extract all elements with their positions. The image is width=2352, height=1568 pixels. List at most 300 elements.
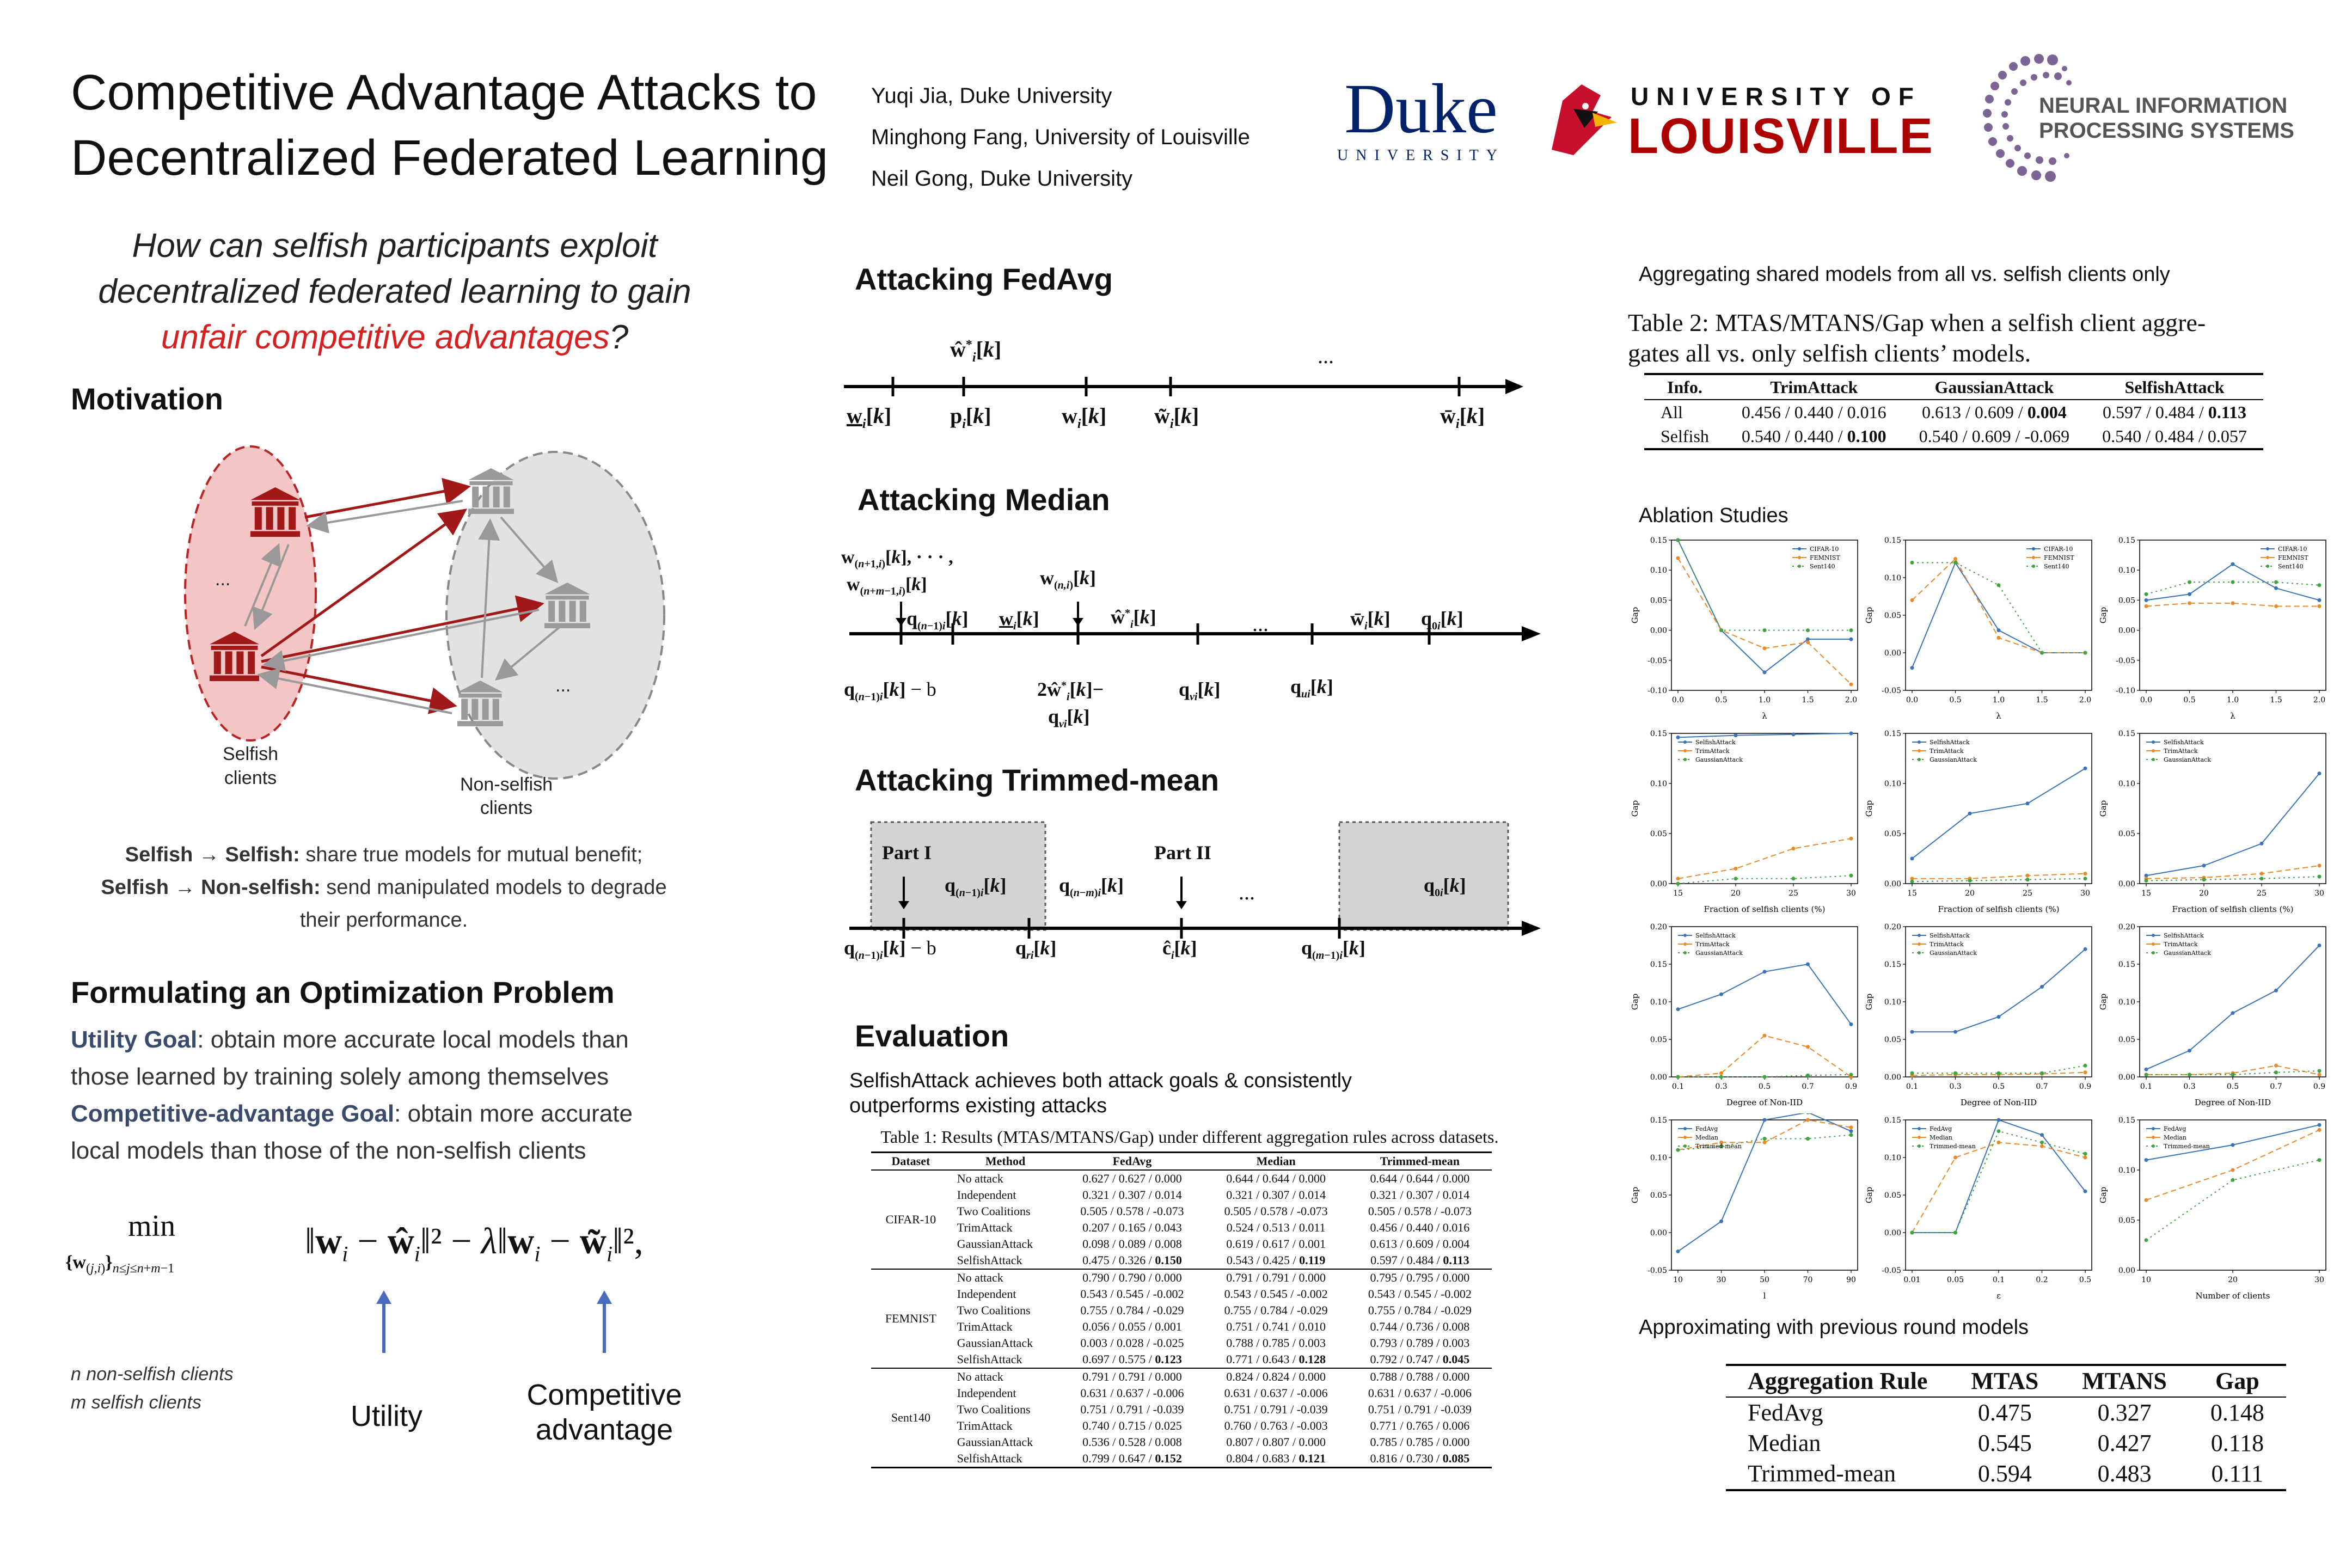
series-line-1 bbox=[1912, 949, 2085, 1032]
x-tick-label: 0.5 bbox=[1992, 1082, 2005, 1091]
gap-value: 0.128 bbox=[1298, 1352, 1326, 1366]
legend-marker bbox=[1683, 749, 1687, 752]
duke-wordmark: Duke bbox=[1344, 70, 1498, 148]
t2-h-gauss: GaussianAttack bbox=[1903, 374, 2086, 400]
data-point bbox=[2274, 1070, 2278, 1074]
t1-h-method: Method bbox=[951, 1153, 1061, 1171]
legend-label: Median bbox=[1695, 1134, 1718, 1141]
data-point bbox=[1676, 538, 1680, 542]
data-point bbox=[1953, 557, 1957, 561]
data-point bbox=[2318, 944, 2322, 947]
legend-label: TrimAttack bbox=[2164, 748, 2198, 755]
part-1-label: Part I bbox=[882, 842, 932, 863]
series-line-3 bbox=[2146, 877, 2319, 880]
x-tick-label: 0.9 bbox=[1845, 1082, 1858, 1091]
gap-value: 0.100 bbox=[1847, 426, 1886, 446]
legend-marker bbox=[1918, 1144, 1921, 1148]
gap-value: 0.152 bbox=[1155, 1451, 1182, 1465]
x-tick-label: 0.05 bbox=[1946, 1276, 1964, 1284]
data-point bbox=[1968, 812, 1972, 816]
ablation-plot-6 bbox=[2096, 727, 2336, 917]
motivation-caption bbox=[71, 838, 697, 936]
gap-value: 0.004 bbox=[2027, 402, 2067, 422]
data-point bbox=[2084, 1190, 2087, 1193]
y-axis-label: Gap bbox=[2098, 800, 2108, 817]
legend-label: SelfishAttack bbox=[1695, 739, 1736, 746]
result-value bbox=[1211, 1252, 1342, 1269]
legend-label: CIFAR-10 bbox=[2278, 546, 2307, 553]
series-line-1 bbox=[2146, 946, 2319, 1070]
data-point bbox=[1953, 561, 1957, 565]
data-point bbox=[1676, 736, 1680, 739]
legend-label: SelfishAttack bbox=[2164, 932, 2204, 939]
data-point bbox=[1849, 638, 1853, 641]
data-point bbox=[1953, 1030, 1957, 1034]
y-tick-label: 0.05 bbox=[1884, 830, 1901, 838]
utility-goal-line: Utility Goal: obtain more accurate local models than bbox=[71, 1026, 629, 1053]
y-tick-label: 0.20 bbox=[1650, 923, 1667, 932]
legend-label: FedAvg bbox=[1930, 1125, 1952, 1132]
y-tick-label: 0.05 bbox=[1650, 1036, 1667, 1044]
legend-marker bbox=[1918, 740, 1921, 744]
metric-value: 0.483 bbox=[2097, 1460, 2152, 1487]
y-tick-label: 0.05 bbox=[1650, 830, 1667, 838]
x-tick-label: 15 bbox=[1907, 889, 1917, 898]
legend-marker bbox=[2032, 565, 2035, 568]
x-tick-label: 90 bbox=[1846, 1276, 1856, 1284]
dataset-cell: FEMNIST bbox=[885, 1312, 936, 1325]
method-name: SelfishAttack bbox=[957, 1352, 1022, 1366]
data-point bbox=[2084, 947, 2087, 951]
table-row bbox=[1726, 1397, 2286, 1428]
data-point bbox=[1676, 882, 1680, 886]
data-point bbox=[2084, 872, 2087, 875]
utility-arrow bbox=[373, 1290, 395, 1356]
data-point bbox=[1968, 879, 1972, 883]
x-tick-label: 20 bbox=[2228, 1276, 2238, 1284]
result-value: 0.793 / 0.789 / 0.003 bbox=[1370, 1336, 1470, 1350]
data-point bbox=[2231, 1011, 2235, 1015]
y-tick-label: 0.10 bbox=[1650, 1154, 1667, 1162]
metric-value: 0.427 bbox=[2097, 1430, 2152, 1456]
data-point bbox=[1806, 628, 1810, 632]
value-prefix: 0.771 / 0.643 / bbox=[1226, 1352, 1299, 1366]
x-tick-label: 0.7 bbox=[2270, 1082, 2282, 1091]
legend-marker bbox=[1918, 934, 1921, 937]
data-point bbox=[2145, 1068, 2148, 1071]
y-tick-label: 0.20 bbox=[2118, 923, 2135, 932]
comp-goal-line-2: local models than those of the non-selfish clients bbox=[71, 1137, 586, 1164]
table-row bbox=[1644, 400, 2263, 424]
result-value bbox=[1725, 424, 1903, 449]
data-point bbox=[1849, 837, 1853, 841]
t2-h-trim: TrimAttack bbox=[1725, 374, 1903, 400]
y-tick-label: 0.00 bbox=[1884, 880, 1901, 889]
data-point bbox=[2145, 1238, 2148, 1242]
table3 bbox=[1726, 1364, 2286, 1491]
data-point bbox=[2040, 1071, 2044, 1075]
data-point bbox=[1849, 682, 1853, 686]
x-tick-label: 0.3 bbox=[2183, 1082, 2196, 1091]
col-trimmed bbox=[1348, 1170, 1492, 1269]
series-line-1 bbox=[2146, 774, 2319, 876]
data-point bbox=[1997, 636, 2001, 640]
result-value bbox=[1355, 1450, 1485, 1467]
result-value: 0.505 / 0.578 / -0.073 bbox=[1368, 1204, 1472, 1218]
y-axis-label: Gap bbox=[1630, 800, 1640, 817]
col-median bbox=[1204, 1170, 1348, 1269]
fedavg-timeline bbox=[844, 370, 1524, 403]
data-point bbox=[1849, 1133, 1853, 1137]
data-point bbox=[2231, 1073, 2235, 1076]
result-value: 0.321 / 0.307 / 0.014 bbox=[1226, 1188, 1326, 1202]
method-name: No attack bbox=[957, 1271, 1003, 1284]
variable-notes bbox=[71, 1360, 234, 1417]
x-tick-label: 0.5 bbox=[1949, 696, 1962, 705]
rule-name: Trimmed-mean bbox=[1748, 1460, 1896, 1487]
data-point bbox=[1763, 1034, 1767, 1038]
data-point bbox=[1763, 1118, 1767, 1122]
y-tick-label: 0.15 bbox=[1650, 1116, 1667, 1125]
n-note: n non-selfish clients bbox=[71, 1364, 234, 1385]
x-tick-label: 0.1 bbox=[1671, 1082, 1685, 1091]
t1-h-dataset: Dataset bbox=[871, 1153, 951, 1171]
data-point bbox=[1806, 640, 1810, 644]
data-point bbox=[1997, 1071, 2001, 1075]
competitive-arrow bbox=[593, 1290, 615, 1356]
data-point bbox=[2040, 985, 2044, 989]
t1-h-fedavg: FedAvg bbox=[1060, 1153, 1204, 1171]
legend-label: GaussianAttack bbox=[1930, 950, 1977, 957]
row-label: All bbox=[1661, 402, 1683, 422]
x-tick-label: 25 bbox=[2023, 889, 2032, 898]
data-point bbox=[1910, 880, 1914, 884]
x-tick-label: 0.3 bbox=[1949, 1082, 1962, 1091]
gap-value: 0.119 bbox=[1299, 1253, 1326, 1267]
ablation-plot-7 bbox=[1628, 920, 1867, 1111]
y-axis-label: Gap bbox=[2098, 607, 2108, 624]
data-point bbox=[1953, 1231, 1957, 1235]
metric-value: 0.111 bbox=[2211, 1460, 2264, 1487]
data-point bbox=[1676, 556, 1680, 560]
y-tick-label: 0.05 bbox=[2118, 830, 2135, 838]
author-1: Yuqi Jia, Duke University bbox=[871, 84, 1112, 108]
y-tick-label: 0.05 bbox=[1884, 1036, 1901, 1044]
table-row bbox=[871, 1269, 1492, 1368]
legend-label: GaussianAttack bbox=[2164, 950, 2211, 957]
legend-label: Trimmed-mean bbox=[1930, 1143, 1976, 1150]
table2 bbox=[1644, 373, 2263, 450]
legend-marker bbox=[1798, 565, 1801, 568]
legend-label: SelfishAttack bbox=[1695, 932, 1736, 939]
value-prefix: 0.597 / 0.484 / bbox=[1370, 1253, 1443, 1267]
gap-value: 0.150 bbox=[1155, 1253, 1182, 1267]
value-prefix: 0.804 / 0.683 / bbox=[1226, 1451, 1299, 1465]
y-tick-label: 0.00 bbox=[1884, 1229, 1901, 1238]
value-prefix: 0.597 / 0.484 / bbox=[2102, 402, 2208, 422]
y-tick-label: -0.05 bbox=[1647, 1266, 1667, 1275]
value-prefix: 0.697 / 0.575 / bbox=[1082, 1352, 1155, 1366]
data-point bbox=[1997, 1141, 2001, 1144]
ablation-plot-1 bbox=[1628, 534, 1867, 724]
motivation-diagram bbox=[180, 436, 724, 817]
col-median bbox=[1204, 1269, 1348, 1368]
data-point bbox=[1734, 733, 1738, 737]
question-line-2: decentralized federated learning to gain bbox=[98, 273, 691, 310]
data-point bbox=[2145, 1198, 2148, 1202]
legend-label: CIFAR-10 bbox=[2044, 546, 2073, 553]
data-point bbox=[1763, 670, 1767, 674]
neurips-text-2: PROCESSING SYSTEMS bbox=[2039, 119, 2294, 143]
x-tick-label: 10 bbox=[2141, 1276, 2151, 1284]
legend-marker bbox=[2152, 749, 2155, 752]
data-point bbox=[1849, 1125, 1853, 1129]
col-methods bbox=[951, 1170, 1061, 1269]
table2-caption: Table 2: MTAS/MTANS/Gap when a selfish client aggre- gates all vs. only selfish clients’ models. bbox=[1628, 309, 2206, 367]
data-point bbox=[2318, 1123, 2322, 1127]
x-axis-label: Fraction of selfish clients (%) bbox=[1704, 904, 1826, 914]
data-point bbox=[2260, 877, 2264, 880]
x-tick-label: 70 bbox=[1803, 1276, 1813, 1284]
y-axis-label: Gap bbox=[1864, 993, 1874, 1010]
data-point bbox=[1719, 1220, 1723, 1223]
x-tick-label: 1.5 bbox=[2036, 696, 2048, 705]
t1-h-trimmed: Trimmed-mean bbox=[1348, 1153, 1492, 1171]
y-tick-label: 0.15 bbox=[2118, 536, 2135, 545]
ablation-plot-9 bbox=[2096, 920, 2336, 1111]
data-point bbox=[1763, 1141, 1767, 1144]
x-tick-label: 0.7 bbox=[2036, 1082, 2048, 1091]
legend-label: Trimmed-mean bbox=[2164, 1143, 2210, 1150]
x-tick-label: 0.5 bbox=[2079, 1276, 2092, 1284]
objective-formula: min $\{w_{(j,i)}\}_{n\le j\le n+m-1}$ $‖w_i$ − $ŵ_i‖^2$ − $\lambda‖w_i$ − $w̃_i‖^2$, bbox=[65, 1209, 644, 1276]
ablation-plot-11 bbox=[1862, 1113, 2102, 1304]
legend-marker bbox=[1683, 951, 1687, 954]
legend-marker bbox=[1918, 951, 1921, 954]
result-value: 0.644 / 0.644 / 0.000 bbox=[1370, 1172, 1470, 1185]
rule-name: Median bbox=[1748, 1430, 1821, 1456]
data-point bbox=[1719, 1071, 1723, 1075]
legend-label: TrimAttack bbox=[2164, 941, 2198, 948]
legend-label: Median bbox=[1930, 1134, 1952, 1141]
ablation-plot-10 bbox=[1628, 1113, 1867, 1304]
comp-goal-line: Competitive-advantage Goal: obtain more accurate bbox=[71, 1100, 633, 1127]
x-tick-label: 1.5 bbox=[1802, 696, 1814, 705]
col-fedavg bbox=[1060, 1368, 1204, 1468]
uofl-logo bbox=[1541, 76, 1944, 163]
y-tick-label: 0.10 bbox=[1650, 998, 1667, 1007]
data-point bbox=[2260, 842, 2264, 846]
y-axis-label: Gap bbox=[1864, 607, 1874, 624]
result-value: 0.644 / 0.644 / 0.000 bbox=[1226, 1172, 1326, 1185]
result-value: 0.456 / 0.440 / 0.016 bbox=[1370, 1221, 1470, 1234]
result-value: 0.788 / 0.788 / 0.000 bbox=[1370, 1370, 1470, 1383]
value-prefix: 0.475 / 0.326 / bbox=[1082, 1253, 1155, 1267]
y-tick-label: 0.20 bbox=[1884, 923, 1901, 932]
data-point bbox=[2318, 1128, 2322, 1132]
y-tick-label: 0.15 bbox=[1884, 960, 1901, 969]
result-value: 0.791 / 0.791 / 0.000 bbox=[1082, 1370, 1182, 1383]
data-point bbox=[1997, 628, 2001, 632]
y-tick-label: 0.00 bbox=[1650, 1229, 1667, 1238]
x-axis-label: Number of clients bbox=[2195, 1291, 2270, 1301]
legend-marker bbox=[2152, 1136, 2155, 1139]
col-methods bbox=[951, 1269, 1061, 1368]
x-tick-label: 25 bbox=[2257, 889, 2267, 898]
table-row bbox=[1726, 1428, 2286, 1459]
x-axis-label: l bbox=[1763, 1291, 1766, 1301]
method-name: Independent bbox=[957, 1287, 1016, 1301]
data-point bbox=[1806, 1113, 1810, 1114]
metric-value: 0.118 bbox=[2210, 1430, 2264, 1456]
ablation-plot-5 bbox=[1862, 727, 2102, 917]
data-point bbox=[2040, 1133, 2044, 1137]
part-2-label: Part II bbox=[1154, 842, 1211, 863]
median-attack-heading: Attacking Median bbox=[857, 482, 1110, 517]
col-median bbox=[1204, 1368, 1348, 1468]
x-tick-label: 2.0 bbox=[2079, 696, 2092, 705]
y-tick-label: 0.15 bbox=[2118, 960, 2135, 969]
nonselfish-ellipsis: ... bbox=[555, 675, 571, 696]
uofl-top-text: UNIVERSITY OF bbox=[1631, 82, 1921, 111]
fedavg-dots: ... bbox=[1318, 344, 1334, 368]
data-point bbox=[2145, 598, 2148, 602]
result-value: 0.321 / 0.307 / 0.014 bbox=[1082, 1188, 1182, 1202]
x-tick-label: 1.0 bbox=[1758, 696, 1771, 705]
x-tick-label: 20 bbox=[1731, 889, 1741, 898]
data-point bbox=[1849, 874, 1853, 878]
result-value: 0.456 / 0.440 / 0.016 bbox=[1741, 402, 1886, 422]
trimmed-attack-heading: Attacking Trimmed-mean bbox=[855, 763, 1220, 797]
utility-label: Utility bbox=[351, 1400, 422, 1432]
data-point bbox=[2188, 580, 2191, 584]
y-tick-label: 0.10 bbox=[1650, 566, 1667, 575]
x-tick-label: 15 bbox=[1673, 889, 1683, 898]
data-point bbox=[2318, 604, 2322, 608]
ablation-plot-8 bbox=[1862, 920, 2102, 1111]
t3-h-rule: Aggregation Rule bbox=[1726, 1365, 1949, 1397]
x-tick-label: 50 bbox=[1760, 1276, 1769, 1284]
legend-marker bbox=[2152, 758, 2155, 761]
ablation-heading: Ablation Studies bbox=[1639, 504, 1788, 527]
legend-marker bbox=[1918, 749, 1921, 752]
series-line-3 bbox=[1912, 879, 2085, 882]
gap-value: 0.045 bbox=[1442, 1352, 1470, 1366]
x-tick-label: 0.2 bbox=[2036, 1276, 2048, 1284]
m-note: m selfish clients bbox=[71, 1392, 201, 1413]
data-point bbox=[2145, 1073, 2148, 1076]
series-line-3 bbox=[1678, 875, 1851, 884]
data-point bbox=[2318, 1069, 2322, 1073]
x-axis-label: λ bbox=[2230, 711, 2235, 721]
method-name: TrimAttack bbox=[957, 1419, 1013, 1432]
y-axis-label: Gap bbox=[1630, 1186, 1640, 1204]
result-value: 0.540 / 0.609 / -0.069 bbox=[1919, 426, 2070, 446]
legend-marker bbox=[1918, 758, 1921, 761]
value-prefix: 0.543 / 0.425 / bbox=[1226, 1253, 1300, 1267]
y-tick-label: 0.15 bbox=[1884, 730, 1901, 738]
uofl-bottom-text: LOUISVILLE bbox=[1628, 108, 1934, 164]
data-point bbox=[1997, 1015, 2001, 1019]
author-3: Neil Gong, Duke University bbox=[871, 167, 1133, 191]
nonselfish-label: Non-selfish bbox=[460, 774, 553, 795]
data-point bbox=[1734, 877, 1738, 880]
value-prefix: 0.816 / 0.730 / bbox=[1370, 1451, 1443, 1465]
method-name: No attack bbox=[957, 1172, 1003, 1185]
result-value bbox=[1355, 1351, 1485, 1368]
method-name: Two Coalitions bbox=[957, 1402, 1031, 1416]
data-point bbox=[2084, 1070, 2087, 1074]
data-point bbox=[2084, 1064, 2087, 1068]
series-line-3 bbox=[2146, 1160, 2319, 1240]
data-point bbox=[2318, 1073, 2322, 1076]
result-value: 0.543 / 0.545 / -0.002 bbox=[1080, 1287, 1184, 1301]
series-line-2 bbox=[1912, 874, 2085, 879]
metric-value: 0.594 bbox=[1977, 1460, 2032, 1487]
result-value: 0.751 / 0.791 / -0.039 bbox=[1224, 1402, 1328, 1416]
y-tick-label: 0.05 bbox=[1884, 611, 1901, 620]
value-prefix: 0.792 / 0.747 / bbox=[1370, 1352, 1443, 1366]
table-row bbox=[871, 1368, 1492, 1468]
result-value: 0.619 / 0.617 / 0.001 bbox=[1226, 1237, 1326, 1251]
result-value: 0.098 / 0.089 / 0.008 bbox=[1082, 1237, 1182, 1251]
data-point bbox=[1719, 993, 1723, 996]
y-tick-label: -0.05 bbox=[1647, 656, 1667, 665]
selfish-ellipsis: ... bbox=[215, 569, 231, 590]
x-tick-label: 0.9 bbox=[2313, 1082, 2326, 1091]
legend-marker bbox=[1683, 1136, 1687, 1139]
data-point bbox=[2145, 592, 2148, 596]
data-point bbox=[1910, 1071, 1914, 1075]
legend-marker bbox=[2152, 934, 2155, 937]
x-tick-label: 0.1 bbox=[1906, 1082, 1919, 1091]
result-value: 0.524 / 0.513 / 0.011 bbox=[1226, 1221, 1326, 1234]
legend-label: SelfishAttack bbox=[1930, 932, 1970, 939]
y-tick-label: 0.10 bbox=[1884, 574, 1901, 583]
question-line-1: How can selfish participants exploit bbox=[132, 227, 658, 265]
result-value: 0.807 / 0.807 / 0.000 bbox=[1226, 1435, 1326, 1449]
data-point bbox=[2202, 863, 2206, 867]
y-tick-label: 0.10 bbox=[2118, 566, 2135, 575]
t3-h-gap: Gap bbox=[2189, 1365, 2286, 1397]
x-tick-label: 0.5 bbox=[1715, 696, 1728, 705]
series-line-1 bbox=[1912, 768, 2085, 859]
data-point bbox=[1910, 598, 1914, 602]
data-point bbox=[2026, 878, 2030, 881]
author-list bbox=[871, 75, 1250, 199]
data-point bbox=[2084, 767, 2087, 770]
data-point bbox=[1806, 1074, 1810, 1077]
result-value: 0.760 / 0.763 / -0.003 bbox=[1224, 1419, 1328, 1432]
data-point bbox=[1719, 1075, 1723, 1079]
title-line-2: Decentralized Federated Learning bbox=[71, 130, 829, 186]
legend-marker bbox=[1683, 758, 1687, 761]
y-tick-label: -0.10 bbox=[1647, 687, 1667, 695]
result-value bbox=[1067, 1351, 1197, 1368]
col-fedavg bbox=[1060, 1170, 1204, 1269]
legend-marker bbox=[1918, 1127, 1921, 1130]
legend-label: Median bbox=[2164, 1134, 2186, 1141]
legend-marker bbox=[1683, 942, 1687, 946]
y-axis-label: Gap bbox=[2098, 993, 2108, 1010]
poster-title bbox=[71, 60, 860, 191]
evaluation-heading: Evaluation bbox=[855, 1019, 1009, 1053]
data-point bbox=[2318, 598, 2322, 602]
data-point bbox=[2040, 1141, 2044, 1144]
y-tick-label: 0.00 bbox=[1650, 626, 1667, 635]
data-point bbox=[1849, 628, 1853, 632]
t3-h-mtas: MTAS bbox=[1949, 1365, 2060, 1397]
